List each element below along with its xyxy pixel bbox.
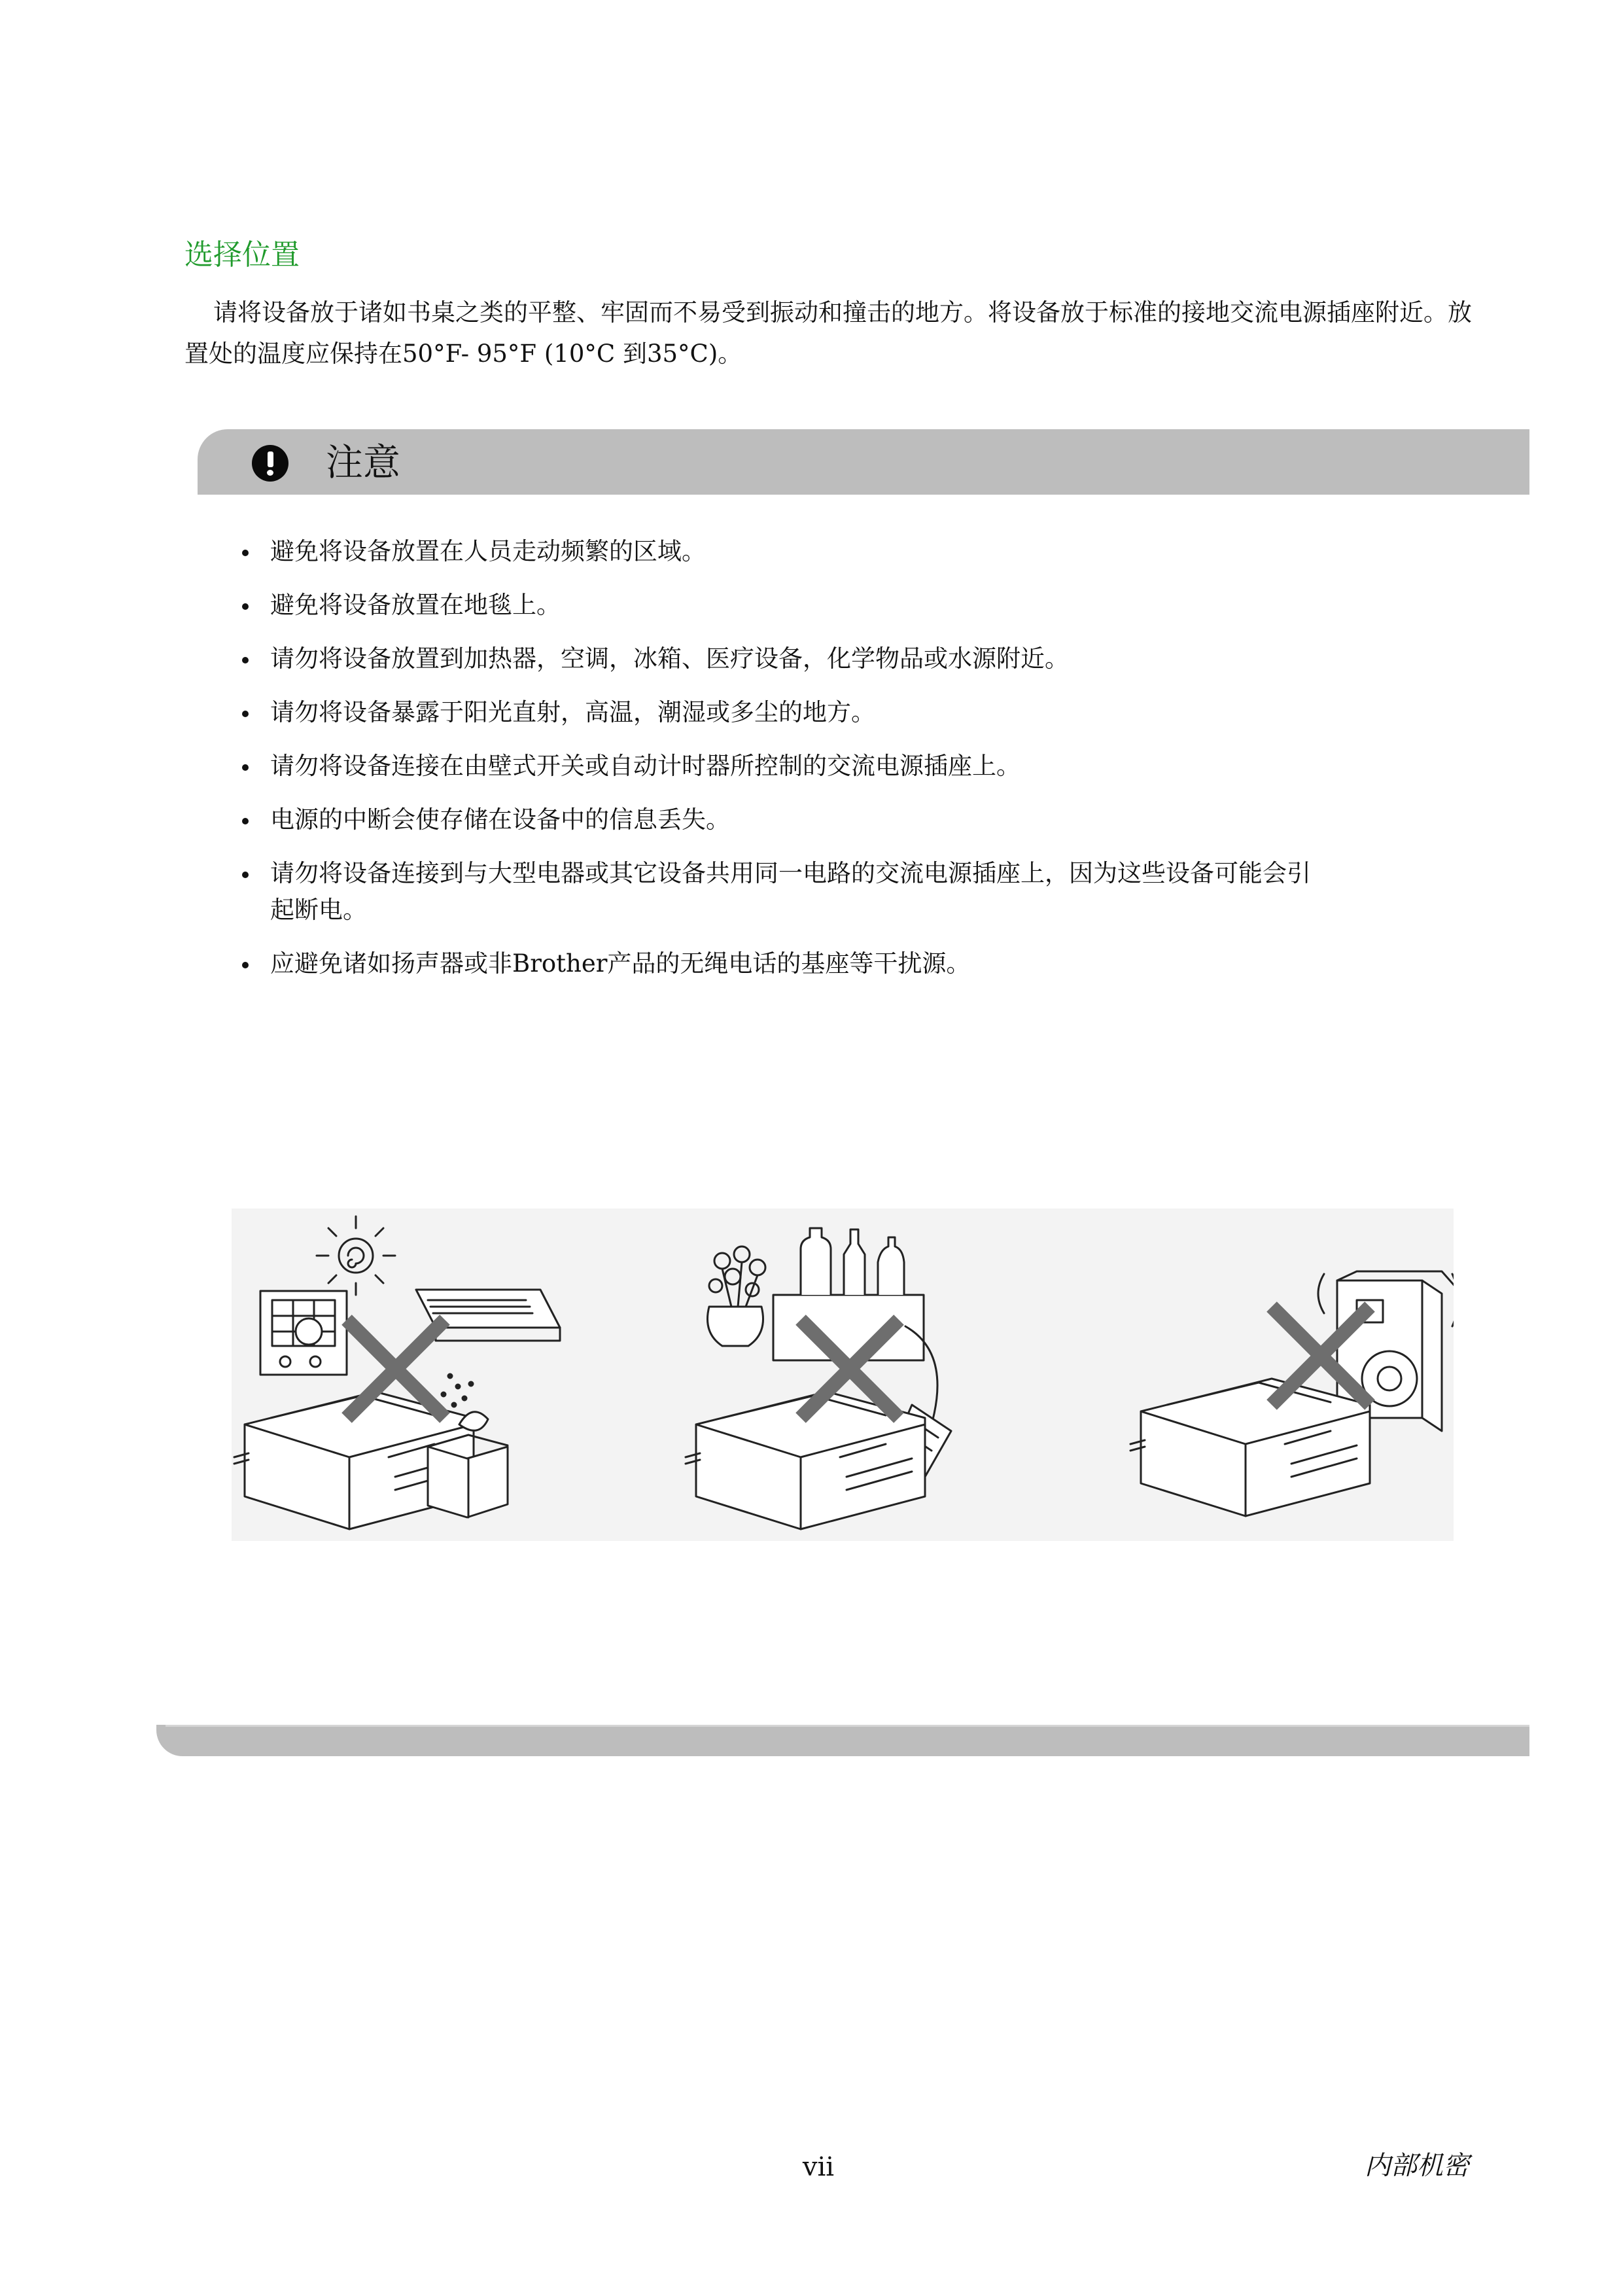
bottles-icon xyxy=(773,1228,924,1360)
caution-list xyxy=(239,533,1482,999)
printer-near-water-chemicals-dust-illustration xyxy=(686,1228,951,1529)
list-item-text: 请勿将设备连接在由壁式开关或自动计时器所控制的交流电源插座上。 xyxy=(270,752,1021,780)
printer-near-speaker-illustration xyxy=(1130,1267,1454,1516)
bullet-icon xyxy=(242,657,249,663)
sun-icon xyxy=(317,1216,395,1295)
confidential-label: 内部机密 xyxy=(1365,2151,1469,2181)
list-item xyxy=(239,694,1482,731)
list-item-text: 避免将设备放置在地毯上。 xyxy=(270,591,561,619)
bullet-icon xyxy=(242,711,249,717)
section-title: 选择位置 xyxy=(184,238,300,272)
bullet-icon xyxy=(242,603,249,610)
list-item xyxy=(239,855,1482,928)
printer-near-heat-sun-humidity-illustration xyxy=(234,1216,560,1529)
list-item xyxy=(239,533,1482,570)
flower-vase-icon xyxy=(708,1246,766,1346)
list-item-text: 请勿将设备连接到与大型电器或其它设备共用同一电路的交流电源插座上，因为这些设备可能会引起断电。 xyxy=(270,859,1311,924)
exclamation-circle-icon xyxy=(252,445,288,482)
footer-divider-bar xyxy=(156,1725,1529,1756)
intro-paragraph: 请将设备放于诸如书桌之类的平整、牢固而不易受到振动和撞击的地方。将设备放于标准的接地交流电源插座附近。放置处的温度应保持在50°F- 95°F (10°C 到35°C)。 xyxy=(184,298,1472,368)
bullet-icon xyxy=(242,818,249,824)
page-number: vii xyxy=(802,2152,835,2182)
caution-banner xyxy=(198,429,1529,495)
bullet-icon xyxy=(242,962,249,968)
heater-icon xyxy=(260,1291,347,1375)
bullet-icon xyxy=(242,764,249,771)
bullet-icon xyxy=(242,872,249,878)
list-item-text: 应避免诸如扬声器或非Brother产品的无绳电话的基座等干扰源。 xyxy=(270,949,971,978)
printer-icon xyxy=(1130,1379,1370,1516)
list-item-text: 避免将设备放置在人员走动频繁的区域。 xyxy=(270,537,706,565)
list-item xyxy=(239,945,1482,982)
list-item-text: 电源的中断会使存储在设备中的信息丢失。 xyxy=(270,805,730,834)
caution-label: 注意 xyxy=(326,441,400,484)
list-item xyxy=(239,587,1482,624)
list-item-text: 请勿将设备放置到加热器，空调，冰箱、医疗设备，化学物品或水源附近。 xyxy=(270,645,1069,673)
list-item xyxy=(239,641,1482,677)
placement-illustrations xyxy=(232,1209,1454,1541)
list-item xyxy=(239,748,1482,785)
list-item xyxy=(239,802,1482,838)
list-item-text: 请勿将设备暴露于阳光直射，高温，潮湿或多尘的地方。 xyxy=(270,698,875,726)
bullet-icon xyxy=(242,550,249,556)
